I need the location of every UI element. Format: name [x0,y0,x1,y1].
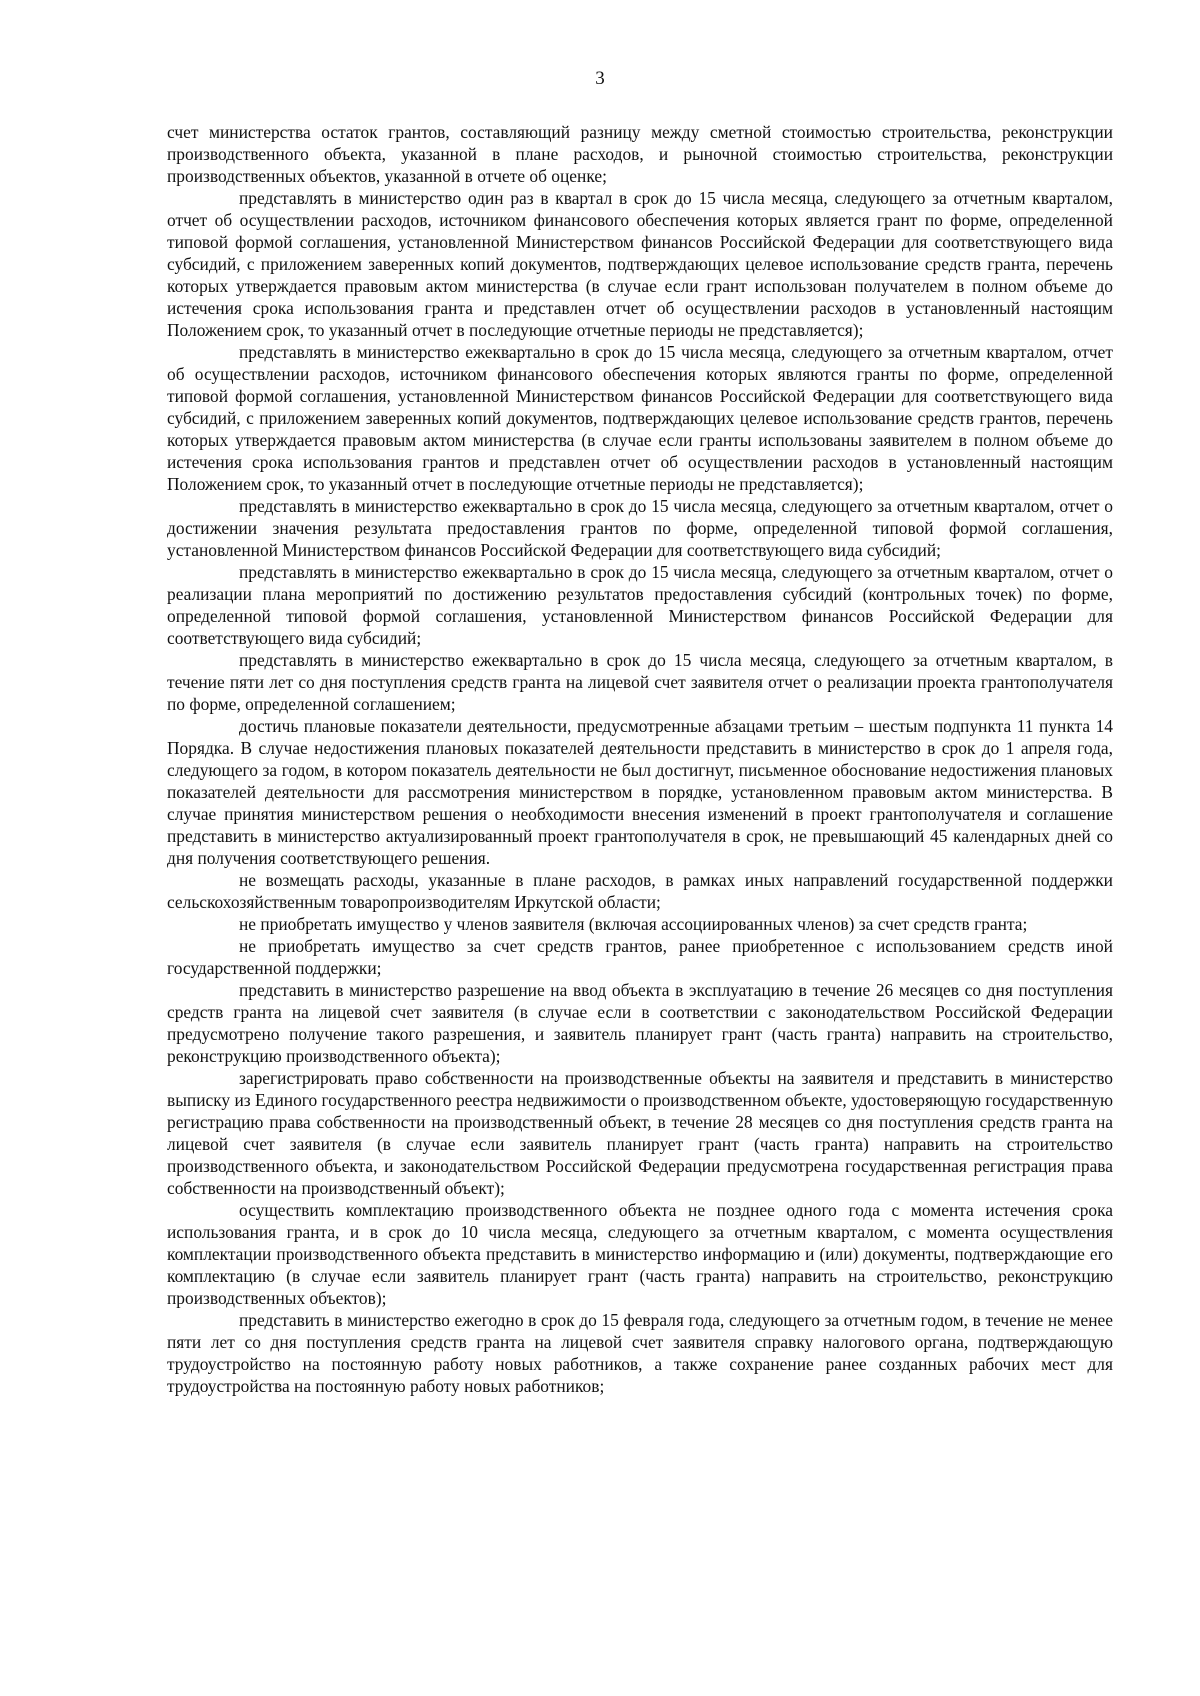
paragraph: представить в министерство разрешение на ввод объекта в эксплуатацию в течение 26 месяцев со дня поступления средств гранта на лицевой счет заявителя (в случае если в соответствии с законодательством Российской Федерации предусмотрено получение такого разрешения, и заявитель планирует грант (часть гранта) направить на строительство, реконструкцию производственного объекта); [167,980,1113,1066]
paragraph: счет министерства остаток грантов, составляющий разницу между сметной стоимостью строительства, реконструкции производственного объекта, указанной в плане расходов, и рыночной стоимостью строительства, реконструкции производственных объектов, указанной в отчете об оценке; [167,122,1113,186]
paragraph: представлять в министерство ежеквартально в срок до 15 числа месяца, следующего за отчетным кварталом, отчет об осуществлении расходов, источником финансового обеспечения которых являются гранты по форме, определенной типовой формой соглашения, установленной Министерством финансов Российской Федерации для соответствующего вида субсидий, с приложением заверенных копий документов, подтверждающих целевое использование средств грантов, перечень которых утверждается правовым актом министерства (в случае если гранты использованы заявителем в полном объеме до истечения срока использования грантов и представлен отчет об осуществлении расходов в установленный настоящим Положением срок, то указанный отчет в последующие отчетные периоды не представляется); [167,342,1113,494]
paragraph: представлять в министерство ежеквартально в срок до 15 числа месяца, следующего за отчетным кварталом, в течение пяти лет со дня поступления средств гранта на лицевой счет заявителя отчет о реализации проекта грантополучателя по форме, определенной соглашением; [167,650,1113,714]
paragraph: осуществить комплектацию производственного объекта не позднее одного года с момента истечения срока использования гранта, и в срок до 10 числа месяца, следующего за отчетным кварталом, с момента осуществления комплектации производственного объекта представить в министерство информацию и (или) документы, подтверждающие его комплектацию (в случае если заявитель планирует грант (часть гранта) направить на строительство, реконструкцию производственных объектов); [167,1200,1113,1308]
paragraph: зарегистрировать право собственности на производственные объекты на заявителя и представить в министерство выписку из Единого государственного реестра недвижимости о производственном объекте, удостоверяющую государственную регистрацию права собственности на производственный объект, в течение 28 месяцев со дня поступления средств гранта на лицевой счет заявителя (в случае если заявитель планирует грант (часть гранта) направить на строительство производственного объекта, и законодательством Российской Федерации предусмотрена государственная регистрация права собственности на производственный объект); [167,1068,1113,1198]
paragraph: представлять в министерство ежеквартально в срок до 15 числа месяца, следующего за отчетным кварталом, отчет о реализации плана мероприятий по достижению результатов предоставления субсидий (контрольных точек) по форме, определенной типовой формой соглашения, установленной Министерством финансов Российской Федерации для соответствующего вида субсидий; [167,562,1113,648]
document-body [167,121,1113,1397]
paragraph: не приобретать имущество за счет средств грантов, ранее приобретенное с использованием средств иной государственной поддержки; [167,936,1113,978]
paragraph: достичь плановые показатели деятельности, предусмотренные абзацами третьим – шестым подпункта 11 пункта 14 Порядка. В случае недостижения плановых показателей деятельности представить в министерство в срок до 1 апреля года, следующего за годом, в котором показатель деятельности не был достигнут, письменное обоснование недостижения плановых показателей деятельности для рассмотрения министерством в порядке, установленном правовым актом министерства. В случае принятия министерством решения о необходимости внесения изменений в проект грантополучателя и соглашение представить в министерство актуализированный проект грантополучателя в срок, не превышающий 45 календарных дней со дня получения соответствующего решения. [167,716,1113,868]
paragraph: не возмещать расходы, указанные в плане расходов, в рамках иных направлений государственной поддержки сельскохозяйственным товаропроизводителям Иркутской области; [167,870,1113,912]
paragraph: не приобретать имущество у членов заявителя (включая ассоциированных членов) за счет средств гранта; [239,914,1028,934]
page-number: 3 [595,68,605,89]
paragraph: представлять в министерство один раз в квартал в срок до 15 числа месяца, следующего за отчетным кварталом, отчет об осуществлении расходов, источником финансового обеспечения которых является грант по форме, определенной типовой формой соглашения, установленной Министерством финансов Российской Федерации для соответствующего вида субсидий, с приложением заверенных копий документов, подтверждающих целевое использование средств гранта, перечень которых утверждается правовым актом министерства (в случае если грант использован получателем в полном объеме до истечения срока использования гранта и представлен отчет об осуществлении расходов в установленный настоящим Положением срок, то указанный отчет в последующие отчетные периоды не представляется); [167,188,1113,340]
paragraph: представить в министерство ежегодно в срок до 15 февраля года, следующего за отчетным годом, в течение не менее пяти лет со дня поступления средств гранта на лицевой счет заявителя справку налогового органа, подтверждающую трудоустройство на постоянную работу новых работников, а также сохранение ранее созданных рабочих мест для трудоустройства на постоянную работу новых работников; [167,1310,1113,1396]
paragraph: представлять в министерство ежеквартально в срок до 15 числа месяца, следующего за отчетным кварталом, отчет о достижении значения результата предоставления грантов по форме, определенной типовой формой соглашения, установленной Министерством финансов Российской Федерации для соответствующего вида субсидий; [167,496,1113,560]
